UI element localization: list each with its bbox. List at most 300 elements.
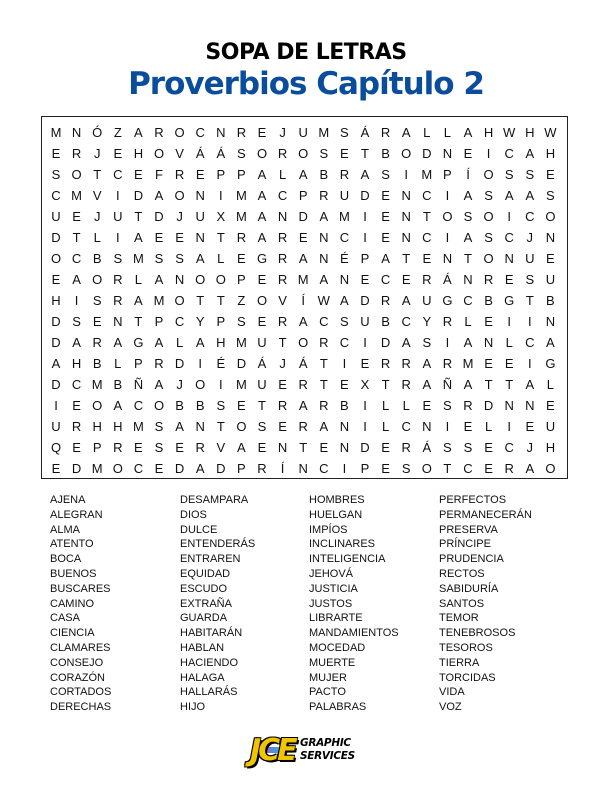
grid-letter: M [235,188,247,203]
grid-letter: B [484,293,493,308]
grid-letter: A [463,335,473,350]
grid-letter: H [51,293,61,308]
grid-letter: I [218,188,223,203]
grid-letter: O [153,398,165,413]
grid-letter: E [278,377,287,392]
grid-letter: B [92,251,102,266]
grid-letter: A [257,188,267,203]
grid-letter: N [195,230,205,245]
grid-letter: B [92,356,102,371]
grid-letter: Q [50,440,62,455]
word-list-item: HABITARÁN [180,627,243,640]
grid-letter: A [525,146,535,161]
word-list-item: INTELIGENCIA [309,553,386,566]
word-list-item: ALEGRAN [50,508,103,521]
grid-letter: Ó [92,125,103,140]
grid-letter: A [381,251,390,266]
grid-letter: O [153,146,165,161]
grid-letter: T [464,251,472,266]
grid-letter: L [175,335,184,350]
grid-letter: U [298,125,308,140]
grid-letter: R [277,146,288,161]
grid-letter: P [298,188,308,203]
word-list-item: AJENA [50,494,86,506]
grid-letter: R [298,377,308,392]
grid-letter: Í [466,167,470,182]
grid-letter: D [174,356,185,371]
grid-letter: O [50,251,62,266]
grid-letter: A [546,335,555,350]
word-list-item: CIENCIA [50,627,95,640]
grid-letter: Á [443,272,452,287]
word-list-item: CASA [50,612,80,625]
grid-letter: U [525,251,535,266]
grid-letter: O [483,209,494,224]
grid-letter: C [133,461,144,476]
grid-letter: J [93,209,101,224]
grid-letter: T [443,461,452,476]
grid-letter: H [216,335,226,350]
worksheet-subtitle: Proverbios Capítulo 2 [128,66,484,102]
grid-letter: N [401,188,411,203]
grid-letter: N [545,314,556,329]
word-column [50,493,111,715]
grid-letter: S [51,167,61,182]
grid-letter: I [363,398,367,413]
grid-letter: E [51,272,61,287]
grid-letter: R [71,419,82,434]
grid-letter: R [174,167,185,182]
grid-letter: O [298,146,309,161]
grid-letter: L [484,419,493,434]
word-list-item: JUSTICIA [309,582,358,595]
grid-letter: P [154,314,164,329]
grid-letter: N [339,419,350,434]
logo-line-2: SERVICES [300,750,355,762]
grid-letter: M [71,188,83,203]
grid-letter: N [277,440,288,455]
word-list-item: HUELGAN [309,508,363,521]
grid-letter: J [93,146,101,161]
grid-letter: A [113,398,123,413]
grid-letter: H [525,125,535,140]
grid-letter: U [422,293,432,308]
word-list-item: CORAZÓN [50,671,105,684]
grid-letter: S [463,209,473,224]
grid-letter: M [153,293,165,308]
word-list-item: INCLINARES [309,538,376,551]
grid-letter: M [50,125,62,140]
grid-letter: N [277,209,288,224]
grid-letter: E [340,146,349,161]
word-list-item: EQUIDAD [180,567,231,580]
word-list-item: CLAMARES [50,641,111,654]
grid-letter: E [484,440,493,455]
grid-letter: I [54,398,58,413]
grid-letter: J [176,209,183,224]
grid-letter: O [256,293,268,308]
grid-letter: E [546,398,555,413]
word-list-item: TORCIDAS [439,671,496,684]
grid-letter: M [318,125,330,140]
grid-letter: J [526,230,534,245]
grid-letter: L [546,377,554,392]
grid-letter: T [505,377,514,392]
grid-letter: T [93,167,102,182]
grid-letter: S [154,440,164,455]
grid-letter: D [154,209,164,224]
grid-letter: C [339,335,350,350]
grid-letter: M [235,377,247,392]
grid-letter: S [237,146,246,161]
word-list-item: CAMINO [50,597,94,610]
grid-letter: T [278,335,287,350]
grid-letter: R [154,356,164,371]
grid-letter: R [442,314,453,329]
grid-letter: L [217,251,225,266]
grid-letter: T [525,293,534,308]
grid-letter: R [113,440,123,455]
grid-letter: T [361,146,369,161]
grid-letter: S [463,440,473,455]
grid-letter: G [133,335,144,350]
grid-letter: U [195,209,205,224]
grid-letter: I [527,314,532,329]
grid-letter: C [401,314,411,329]
grid-letter: I [486,146,491,161]
grid-letter: A [319,419,329,434]
grid-letter: C [504,440,514,455]
grid-letter: H [71,356,82,371]
grid-letter: I [363,419,367,434]
grid-letter: B [175,398,184,413]
grid-letter: A [319,272,329,287]
grid-letter: A [154,188,164,203]
grid-letter: T [134,209,143,224]
grid-letter: D [360,188,370,203]
grid-letter: A [195,461,205,476]
word-list-item: DULCE [180,523,218,536]
grid-letter: O [71,167,82,182]
word-list-item: EXTRAÑA [180,597,232,610]
grid-letter: L [505,335,513,350]
word-list-item: SABIDURÍA [439,582,499,595]
grid-letter: T [196,293,205,308]
grid-letter: N [339,440,350,455]
grid-letter: C [422,230,432,245]
grid-letter: S [154,251,164,266]
grid-letter: T [319,356,328,371]
grid-letter: E [175,440,184,455]
grid-letter: D [298,209,308,224]
grid-letter: W [544,125,557,140]
grid-letter: O [174,125,185,140]
grid-letter: S [340,125,349,140]
grid-letter: D [360,440,370,455]
word-list-item: ALMA [50,523,80,536]
grid-letter: P [360,251,370,266]
grid-letter: C [174,314,185,329]
grid-letter: C [133,398,144,413]
grid-letter: Á [195,146,205,161]
word-list-item: PERFECTOS [439,494,507,506]
grid-letter: I [115,230,120,245]
grid-letter: M [462,356,474,371]
word-column [309,493,399,715]
grid-letter: T [484,377,493,392]
word-list-item: MUJER [309,671,347,684]
grid-letter: H [483,125,494,140]
grid-letter: A [360,167,370,182]
logo-letters: JCE [250,733,295,768]
grid-letter: O [401,146,412,161]
grid-letter: E [360,356,370,371]
grid-letter: N [195,419,205,434]
grid-letter: B [381,314,390,329]
grid-letter: Z [113,125,122,140]
grid-letter: E [360,272,370,287]
grid-letter: J [279,125,286,140]
grid-letter: J [176,377,183,392]
grid-letter: R [277,314,288,329]
grid-letter: R [298,419,308,434]
grid-letter: H [545,440,556,455]
grid-letter: P [237,272,246,287]
grid-letter: S [525,167,535,182]
grid-letter: B [340,398,349,413]
grid-letter: I [507,209,511,224]
grid-letter: S [401,461,411,476]
grid-letter: B [113,377,123,392]
grid-letter: Y [195,314,205,329]
grid-letter: L [381,419,390,434]
grid-letter: G [504,293,515,308]
word-list-item: TENEBROSOS [439,627,516,640]
grid-letter: R [401,356,411,371]
grid-letter: L [443,125,451,140]
grid-letter: I [507,314,511,329]
grid-letter: R [277,251,288,266]
grid-letter: A [257,167,267,182]
grid-letter: U [113,209,123,224]
grid-letter: P [237,167,246,182]
grid-letter: E [546,167,555,182]
grid-letter: E [113,146,123,161]
grid-letter: C [319,461,329,476]
grid-letter: M [235,209,247,224]
word-list-item: PRÍNCIPE [439,538,491,551]
grid-letter: O [195,377,206,392]
word-list-item: HOMBRES [309,494,365,506]
word-list-item: PRESERVA [439,523,498,536]
grid-letter: V [92,188,102,203]
grid-letter: E [504,272,514,287]
grid-letter: N [113,314,123,329]
grid-letter: C [525,335,535,350]
grid-letter: S [319,146,329,161]
grid-letter: E [257,125,267,140]
grid-letter: N [298,461,308,476]
grid-letter: J [279,356,286,371]
grid-letter: B [195,398,205,413]
grid-letter: E [175,230,184,245]
grid-letter: N [401,209,411,224]
grid-letter: I [527,356,532,371]
grid-letter: S [340,314,349,329]
grid-letter: R [277,230,288,245]
grid-letter: G [256,251,268,266]
grid-letter: A [134,230,143,245]
grid-letter: D [51,377,61,392]
grid-letter: R [319,188,329,203]
grid-letter: N [504,251,514,266]
grid-letter: A [525,461,535,476]
grid-letter: L [423,125,431,140]
grid-letter: A [298,398,308,413]
grid-letter: C [195,125,205,140]
grid-letter: E [381,230,390,245]
grid-letter: C [422,188,432,203]
grid-letter: R [380,293,391,308]
grid-letter: S [484,230,493,245]
grid-letter: O [545,461,556,476]
grid-letter: V [278,293,287,308]
grid-letter: R [380,356,391,371]
word-list-item: IMPÍOS [309,523,348,536]
grid-letter: H [92,419,102,434]
grid-letter: E [72,209,81,224]
grid-letter: Ñ [133,377,144,392]
grid-letter: C [113,167,123,182]
grid-letter: U [360,314,370,329]
grid-letter: O [298,335,309,350]
jce-graphic-services-logo [250,733,362,769]
grid-letter: N [339,272,350,287]
grid-letter: H [545,146,556,161]
grid-letter: I [342,356,347,371]
grid-letter: G [545,356,556,371]
grid-letter: U [51,419,61,434]
grid-letter: O [421,461,432,476]
grid-letter: E [72,398,81,413]
word-list-item: HABLAN [180,641,225,654]
grid-letter: G [442,293,453,308]
grid-letter: O [112,461,123,476]
grid-letter: Z [237,293,246,308]
grid-letter: L [114,356,122,371]
grid-letter: E [401,272,411,287]
grid-letter: A [463,377,473,392]
grid-letter: A [422,356,432,371]
grid-letter: A [298,314,308,329]
grid-letter: D [360,293,370,308]
word-list-item: PERMANECERÁN [439,508,532,521]
grid-letter: P [237,461,246,476]
grid-letter: T [134,314,143,329]
grid-letter: R [257,461,267,476]
grid-letter: R [113,272,123,287]
grid-letter: I [363,230,367,245]
grid-letter: R [236,230,247,245]
word-list-item: HIJO [180,701,206,714]
grid-letter: E [51,461,61,476]
grid-letter: E [134,167,143,182]
grid-letter: D [133,188,144,203]
grid-letter: A [463,125,473,140]
grid-letter: X [360,377,370,392]
grid-letter: L [402,398,410,413]
grid-letter: W [317,293,330,308]
grid-letter: S [484,188,493,203]
grid-letter: I [507,419,511,434]
word-list [50,493,570,718]
grid-letter: O [195,272,206,287]
grid-letter: W [503,125,516,140]
grid-letter: U [545,419,556,434]
grid-letter: O [483,251,494,266]
grid-letter: O [256,146,268,161]
grid-letter: L [93,230,101,245]
grid-letter: E [257,314,267,329]
grid-letter: A [195,335,205,350]
grid-letter: N [401,230,411,245]
grid-letter: S [504,167,514,182]
grid-letter: P [443,167,452,182]
grid-letter: R [401,377,411,392]
grid-letter: Ñ [442,377,453,392]
grid-letter: R [154,125,164,140]
grid-letter: Á [422,440,432,455]
word-list-item: BOCA [50,553,82,566]
grid-letter: M [132,419,144,434]
grid-letter: E [51,146,61,161]
grid-letter: S [257,419,267,434]
grid-letter: É [216,356,226,371]
grid-letter: R [483,272,494,287]
grid-letter: C [71,377,82,392]
grid-letter: O [174,293,185,308]
grid-letter: R [319,398,329,413]
grid-letter: E [257,440,267,455]
grid-letter: A [525,377,535,392]
grid-letter: N [71,125,82,140]
grid-letter: D [380,335,391,350]
grid-letter: O [442,209,453,224]
grid-letter: J [526,440,534,455]
grid-letter: Í [301,293,305,308]
grid-letter: T [216,293,225,308]
grid-letter: A [195,251,205,266]
grid-letter: I [445,419,450,434]
grid-letter: D [71,461,82,476]
grid-letter: I [404,167,408,182]
word-list-item: TEMOR [439,612,479,625]
word-list-item: LIBRARTE [309,612,363,625]
grid-letter: E [381,188,390,203]
grid-letter: E [340,377,349,392]
grid-letter: E [381,440,390,455]
grid-letter: D [422,146,432,161]
grid-letter: C [463,293,473,308]
grid-letter: R [277,398,288,413]
word-list-item: SANTOS [439,597,485,610]
grid-letter: I [445,230,450,245]
word-list-item: DIOS [180,508,207,521]
grid-letter: N [463,272,473,287]
grid-letter: E [72,440,81,455]
grid-letter: R [504,461,514,476]
grid-letter: A [154,335,164,350]
